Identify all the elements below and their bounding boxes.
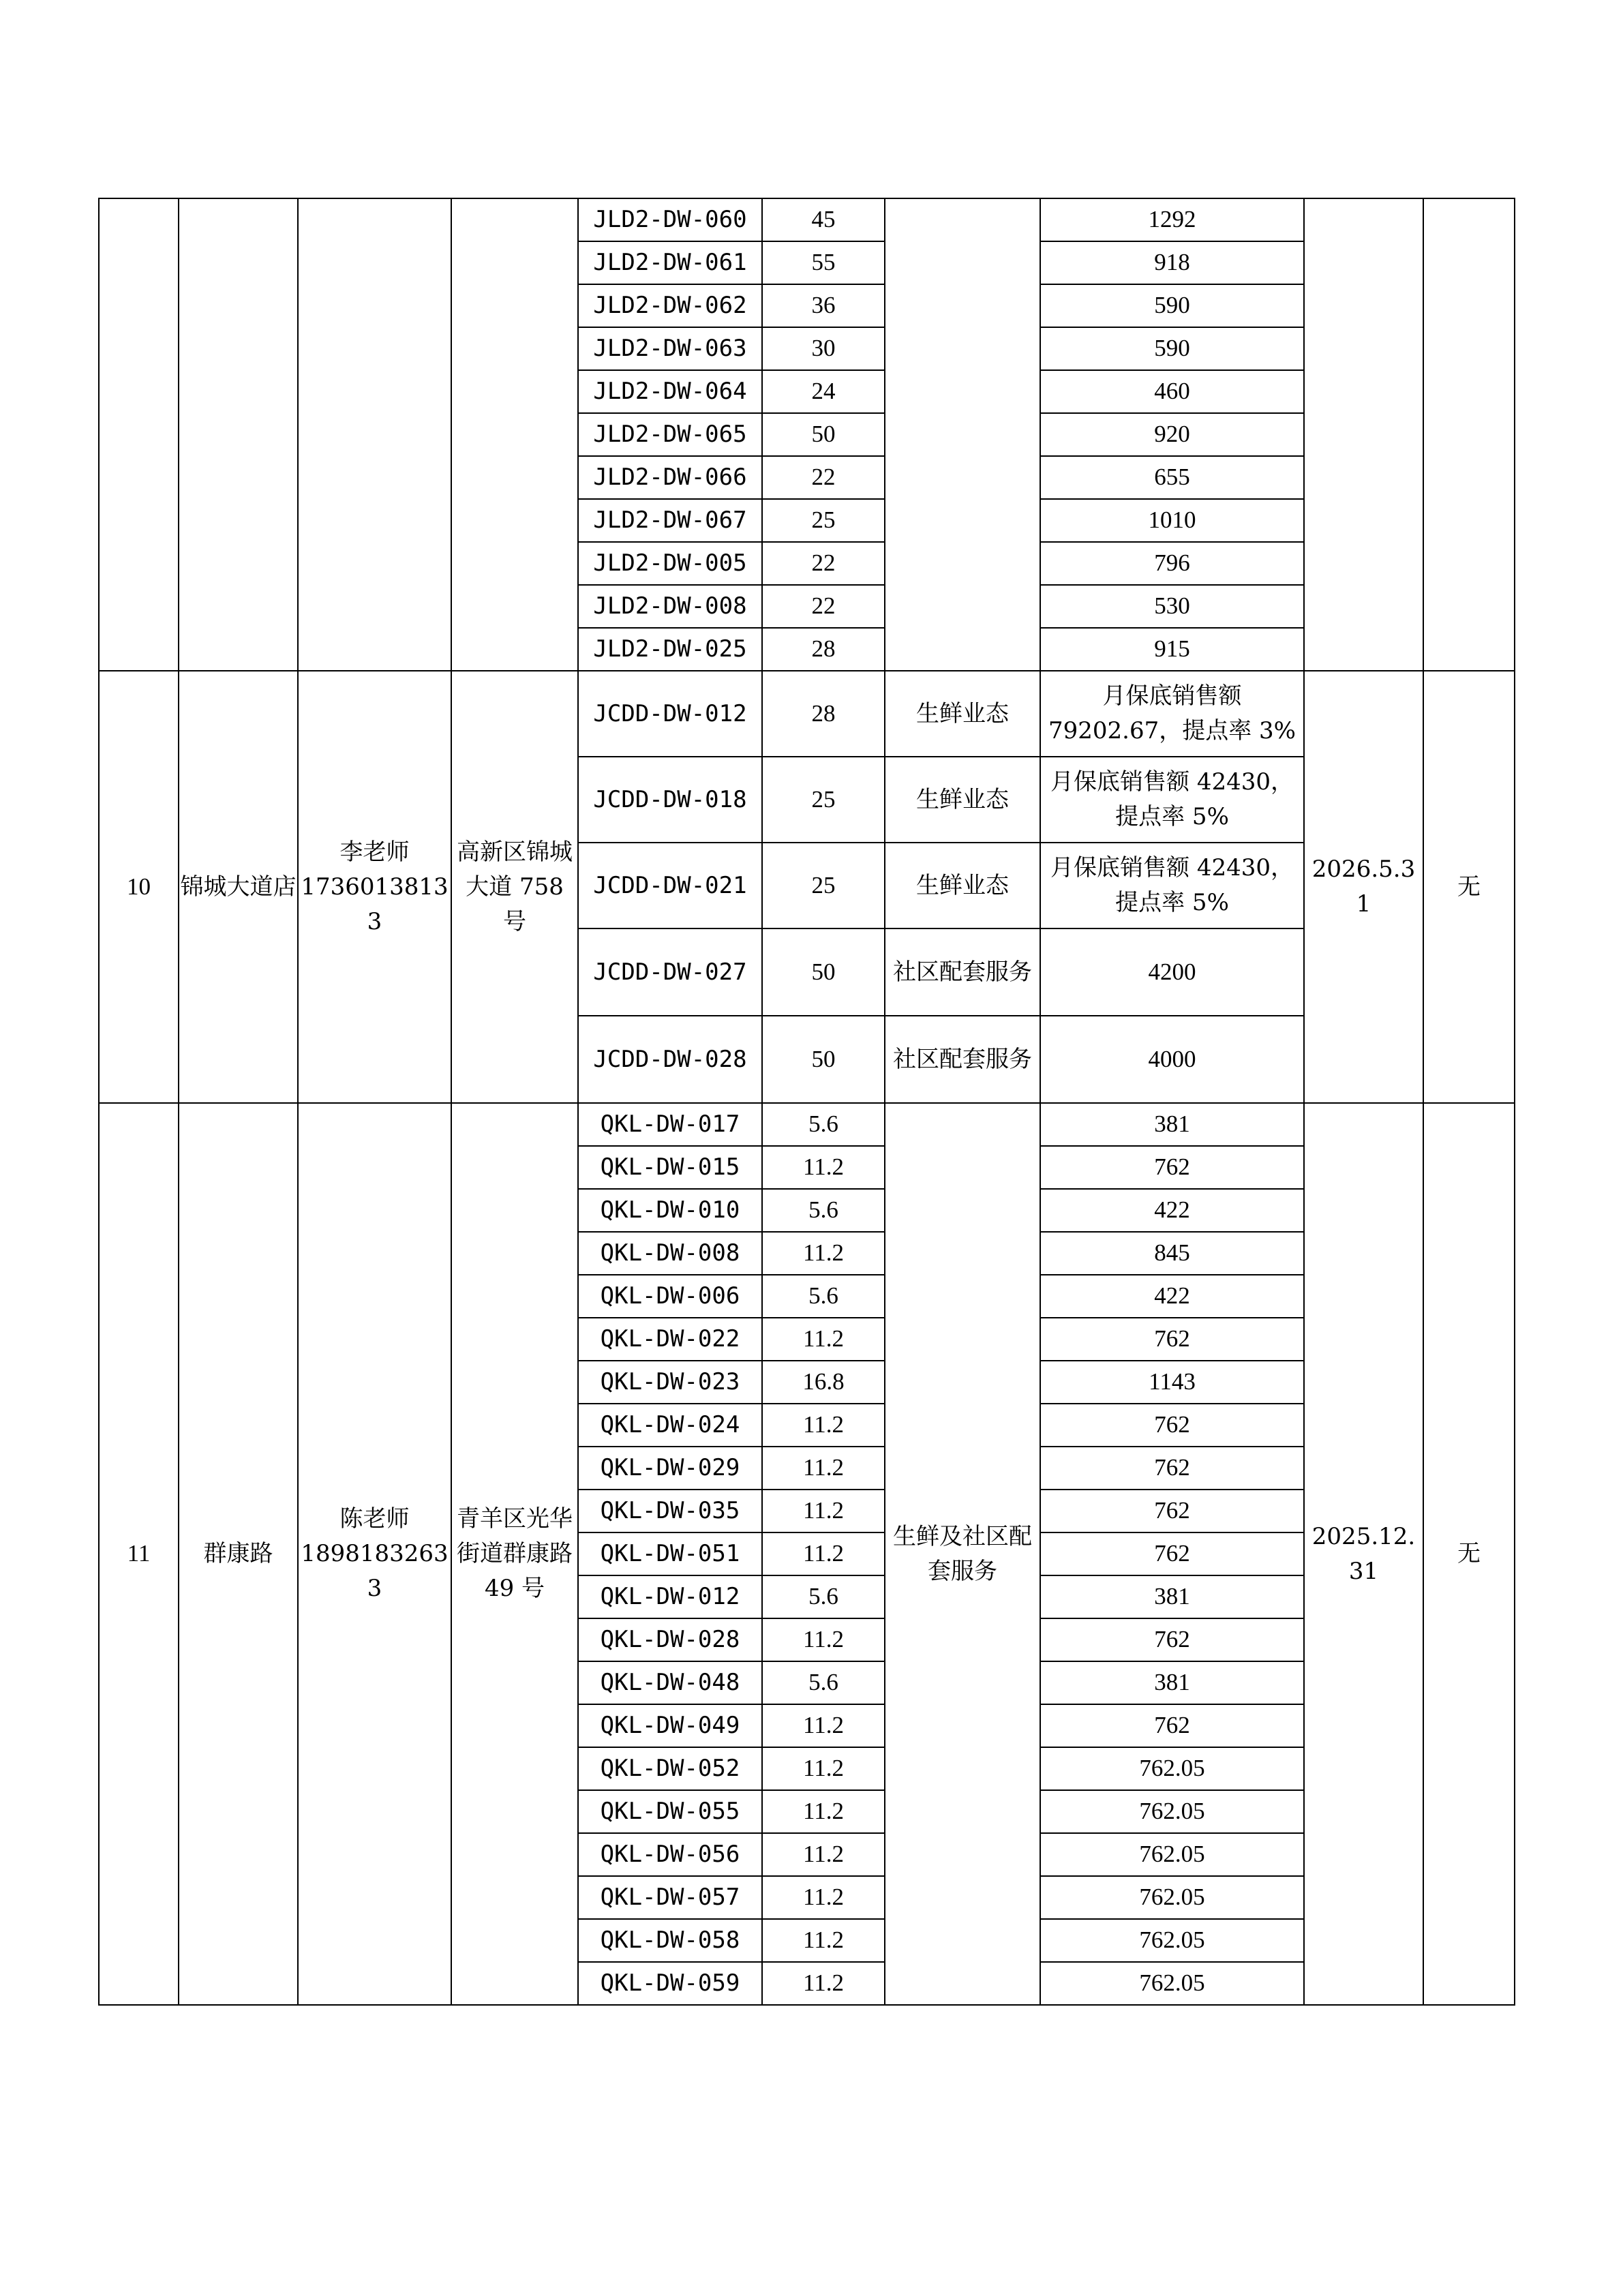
contact-name: 李老师 — [339, 838, 410, 866]
cell-rent: 4000 — [1040, 1016, 1304, 1103]
cell-contact — [298, 671, 451, 1103]
cell-shop: 锦城大道店 — [179, 671, 298, 1103]
cell-area: 22 — [762, 542, 885, 585]
cell-term: 2025.12.31 — [1304, 1103, 1423, 2005]
contact-phone: 18981832633 — [301, 1540, 449, 1602]
cell-unit-code: JLD2-DW-064 — [578, 370, 762, 413]
cell-shop: 群康路 — [179, 1103, 298, 2005]
cell-area: 11.2 — [762, 1833, 885, 1876]
cell-contact — [298, 198, 451, 671]
cell-rent: 920 — [1040, 413, 1304, 456]
cell-rent: 月保底销售额 79202.67，提点率 3% — [1040, 671, 1304, 757]
cell-area: 11.2 — [762, 1618, 885, 1661]
cell-rent: 381 — [1040, 1575, 1304, 1618]
cell-area: 5.6 — [762, 1103, 885, 1146]
cell-no — [99, 198, 179, 671]
cell-area: 11.2 — [762, 1318, 885, 1361]
cell-area: 11.2 — [762, 1532, 885, 1575]
cell-area: 25 — [762, 843, 885, 928]
cell-unit-code: JLD2-DW-005 — [578, 542, 762, 585]
cell-area: 28 — [762, 628, 885, 671]
cell-shop — [179, 198, 298, 671]
cell-rent: 845 — [1040, 1232, 1304, 1275]
cell-rent: 762.05 — [1040, 1919, 1304, 1962]
cell-use: 生鲜业态 — [885, 757, 1040, 843]
cell-address: 高新区锦城大道 758 号 — [451, 671, 578, 1103]
cell-rent: 762 — [1040, 1404, 1304, 1447]
cell-area: 11.2 — [762, 1447, 885, 1490]
cell-unit-code: JCDD-DW-018 — [578, 757, 762, 843]
cell-note: 无 — [1423, 671, 1515, 1103]
cell-no: 11 — [99, 1103, 179, 2005]
cell-area: 5.6 — [762, 1189, 885, 1232]
cell-rent: 762 — [1040, 1447, 1304, 1490]
cell-rent: 1143 — [1040, 1361, 1304, 1404]
lease-table — [98, 198, 1515, 2006]
cell-area: 55 — [762, 241, 885, 284]
cell-area: 11.2 — [762, 1790, 885, 1833]
cell-unit-code: QKL-DW-006 — [578, 1275, 762, 1318]
cell-unit-code: JCDD-DW-028 — [578, 1016, 762, 1103]
cell-unit-code: JCDD-DW-021 — [578, 843, 762, 928]
cell-area: 11.2 — [762, 1146, 885, 1189]
cell-rent: 460 — [1040, 370, 1304, 413]
table-row — [99, 1103, 1515, 1146]
cell-note — [1423, 198, 1515, 671]
cell-unit-code: JLD2-DW-065 — [578, 413, 762, 456]
cell-rent: 月保底销售额 42430，提点率 5% — [1040, 843, 1304, 928]
cell-rent: 762 — [1040, 1618, 1304, 1661]
cell-rent: 530 — [1040, 585, 1304, 628]
cell-area: 11.2 — [762, 1876, 885, 1919]
cell-rent: 381 — [1040, 1661, 1304, 1704]
cell-unit-code: QKL-DW-052 — [578, 1747, 762, 1790]
cell-unit-code: JCDD-DW-012 — [578, 671, 762, 757]
cell-area: 11.2 — [762, 1962, 885, 2005]
cell-rent: 422 — [1040, 1275, 1304, 1318]
cell-area: 11.2 — [762, 1404, 885, 1447]
cell-rent: 762 — [1040, 1704, 1304, 1747]
cell-unit-code: JLD2-DW-060 — [578, 198, 762, 241]
cell-unit-code: QKL-DW-051 — [578, 1532, 762, 1575]
cell-area: 22 — [762, 456, 885, 499]
cell-unit-code: QKL-DW-024 — [578, 1404, 762, 1447]
cell-area: 11.2 — [762, 1232, 885, 1275]
cell-unit-code: QKL-DW-008 — [578, 1232, 762, 1275]
contact-name: 陈老师 — [339, 1505, 410, 1532]
cell-area: 24 — [762, 370, 885, 413]
cell-rent: 762.05 — [1040, 1747, 1304, 1790]
cell-unit-code: QKL-DW-022 — [578, 1318, 762, 1361]
cell-unit-code: QKL-DW-010 — [578, 1189, 762, 1232]
cell-use: 社区配套服务 — [885, 1016, 1040, 1103]
cell-unit-code: QKL-DW-035 — [578, 1490, 762, 1532]
cell-unit-code: QKL-DW-059 — [578, 1962, 762, 2005]
cell-area: 11.2 — [762, 1704, 885, 1747]
cell-unit-code: JLD2-DW-061 — [578, 241, 762, 284]
cell-contact — [298, 1103, 451, 2005]
cell-area: 30 — [762, 327, 885, 370]
cell-rent: 590 — [1040, 284, 1304, 327]
cell-rent: 422 — [1040, 1189, 1304, 1232]
cell-area: 16.8 — [762, 1361, 885, 1404]
cell-unit-code: JLD2-DW-067 — [578, 499, 762, 542]
cell-rent: 月保底销售额 42430，提点率 5% — [1040, 757, 1304, 843]
cell-unit-code: JLD2-DW-066 — [578, 456, 762, 499]
cell-area: 50 — [762, 413, 885, 456]
cell-area: 5.6 — [762, 1275, 885, 1318]
cell-unit-code: QKL-DW-023 — [578, 1361, 762, 1404]
cell-rent: 915 — [1040, 628, 1304, 671]
cell-area: 11.2 — [762, 1747, 885, 1790]
table-row — [99, 198, 1515, 241]
cell-unit-code: QKL-DW-048 — [578, 1661, 762, 1704]
cell-area: 28 — [762, 671, 885, 757]
cell-rent: 796 — [1040, 542, 1304, 585]
cell-rent: 762 — [1040, 1146, 1304, 1189]
cell-use: 生鲜及社区配套服务 — [885, 1103, 1040, 2005]
cell-address — [451, 198, 578, 671]
cell-area: 5.6 — [762, 1575, 885, 1618]
cell-area: 11.2 — [762, 1919, 885, 1962]
cell-unit-code: JLD2-DW-025 — [578, 628, 762, 671]
cell-rent: 918 — [1040, 241, 1304, 284]
cell-rent: 762.05 — [1040, 1962, 1304, 2005]
contact-phone: 17360138133 — [301, 873, 449, 935]
cell-term: 2026.5.31 — [1304, 671, 1423, 1103]
cell-use: 社区配套服务 — [885, 928, 1040, 1016]
cell-rent: 762.05 — [1040, 1876, 1304, 1919]
cell-unit-code: QKL-DW-055 — [578, 1790, 762, 1833]
cell-unit-code: QKL-DW-058 — [578, 1919, 762, 1962]
cell-unit-code: QKL-DW-029 — [578, 1447, 762, 1490]
cell-rent: 655 — [1040, 456, 1304, 499]
cell-unit-code: QKL-DW-057 — [578, 1876, 762, 1919]
cell-unit-code: QKL-DW-028 — [578, 1618, 762, 1661]
cell-unit-code: QKL-DW-056 — [578, 1833, 762, 1876]
cell-rent: 762.05 — [1040, 1833, 1304, 1876]
cell-term — [1304, 198, 1423, 671]
cell-rent: 762 — [1040, 1490, 1304, 1532]
cell-area: 5.6 — [762, 1661, 885, 1704]
cell-no: 10 — [99, 671, 179, 1103]
cell-note: 无 — [1423, 1103, 1515, 2005]
cell-rent: 590 — [1040, 327, 1304, 370]
cell-rent: 762 — [1040, 1318, 1304, 1361]
cell-unit-code: QKL-DW-015 — [578, 1146, 762, 1189]
cell-rent: 381 — [1040, 1103, 1304, 1146]
cell-address: 青羊区光华街道群康路 49 号 — [451, 1103, 578, 2005]
cell-area: 45 — [762, 198, 885, 241]
cell-use: 生鲜业态 — [885, 671, 1040, 757]
cell-area: 11.2 — [762, 1490, 885, 1532]
cell-area: 36 — [762, 284, 885, 327]
cell-rent: 1292 — [1040, 198, 1304, 241]
cell-area: 50 — [762, 1016, 885, 1103]
cell-unit-code: JLD2-DW-063 — [578, 327, 762, 370]
cell-rent: 4200 — [1040, 928, 1304, 1016]
cell-area: 22 — [762, 585, 885, 628]
cell-rent: 762 — [1040, 1532, 1304, 1575]
cell-unit-code: QKL-DW-049 — [578, 1704, 762, 1747]
cell-unit-code: JLD2-DW-008 — [578, 585, 762, 628]
cell-unit-code: QKL-DW-012 — [578, 1575, 762, 1618]
cell-use: 生鲜业态 — [885, 843, 1040, 928]
lease-table-body — [99, 198, 1515, 2005]
cell-unit-code: QKL-DW-017 — [578, 1103, 762, 1146]
cell-area: 25 — [762, 757, 885, 843]
cell-rent: 1010 — [1040, 499, 1304, 542]
cell-area: 50 — [762, 928, 885, 1016]
table-row — [99, 671, 1515, 757]
cell-rent: 762.05 — [1040, 1790, 1304, 1833]
cell-use — [885, 198, 1040, 671]
cell-unit-code: JCDD-DW-027 — [578, 928, 762, 1016]
cell-area: 25 — [762, 499, 885, 542]
cell-unit-code: JLD2-DW-062 — [578, 284, 762, 327]
